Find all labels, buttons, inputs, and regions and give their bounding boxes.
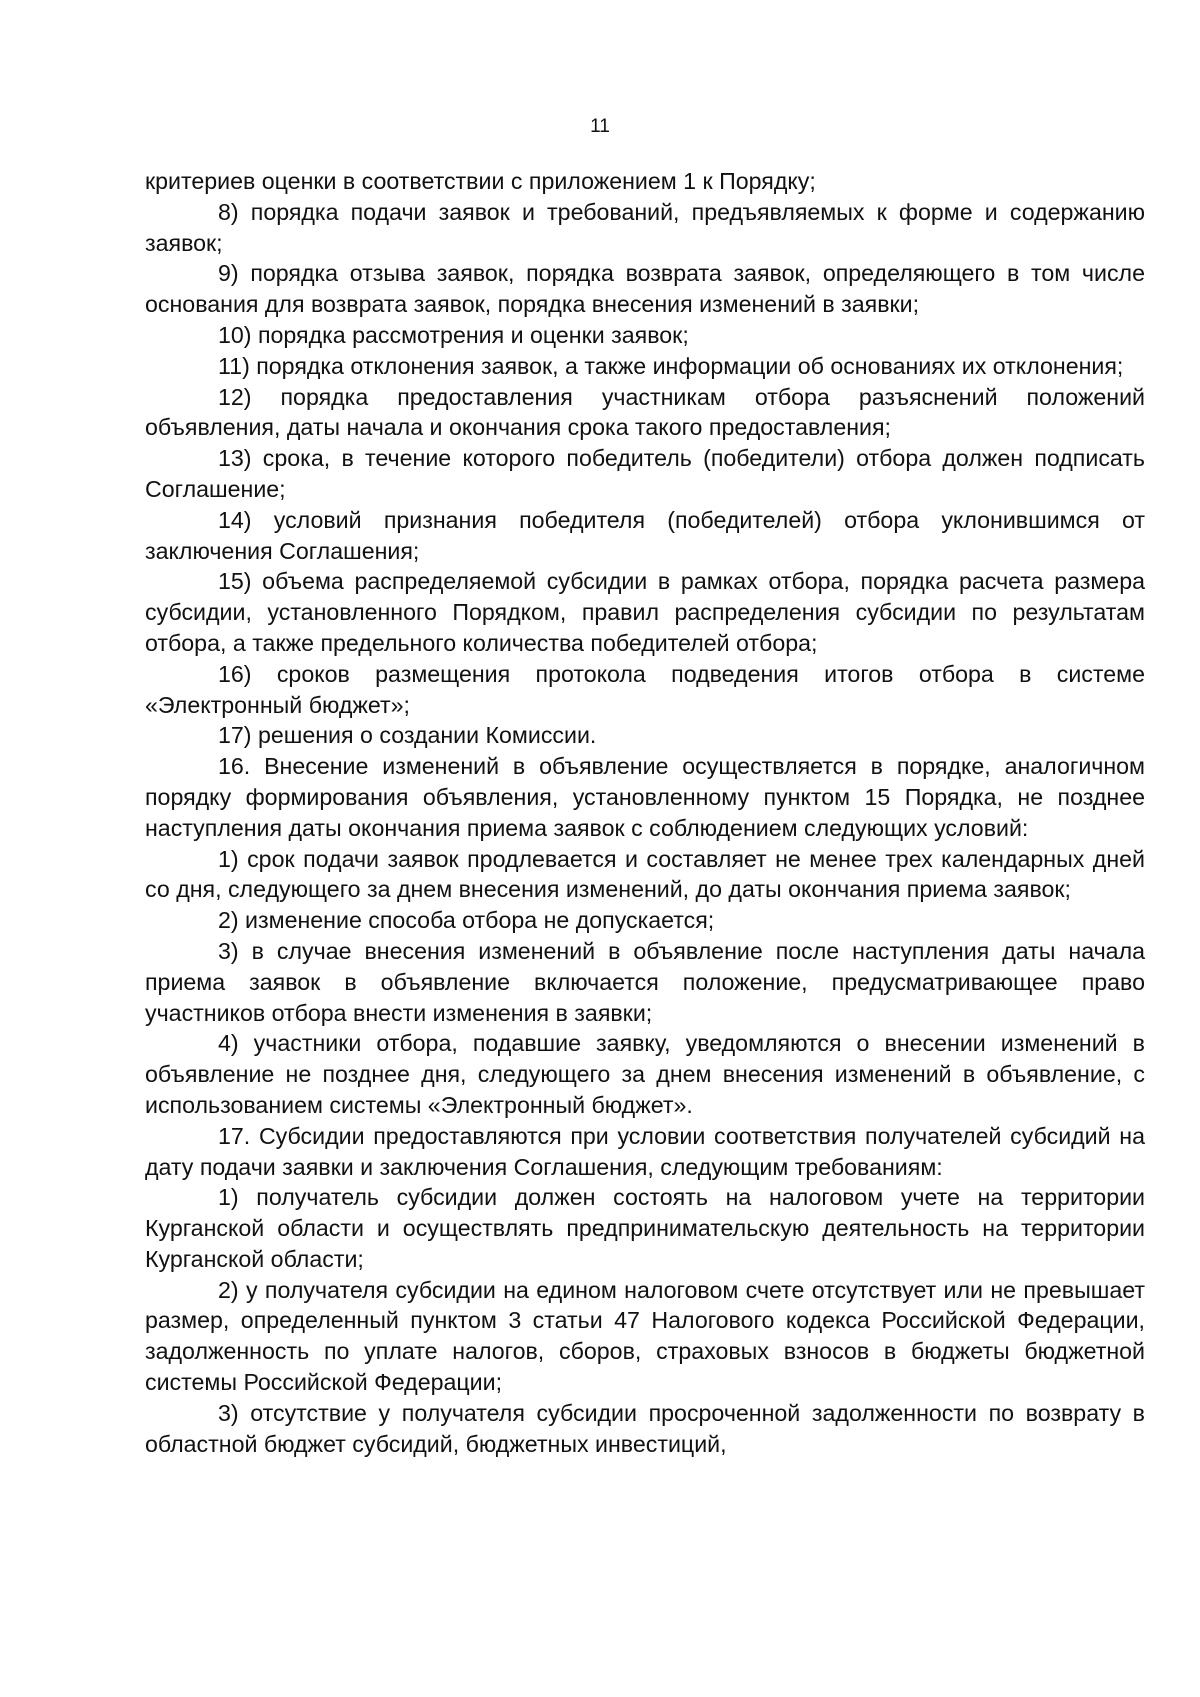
list-item-13: 13) срока, в течение которого победитель (победители) отбора должен подписать Соглашение; <box>145 445 1145 502</box>
list-item-11: 11) порядка отклонения заявок, а также информации об основаниях их отклонения; <box>218 352 1124 379</box>
section-17: 17. Субсидии предоставляются при условии соответствия получателей субсидий на дату подачи заявки и заключения Соглашения, следующим требованиям: <box>145 1122 1145 1180</box>
list-item-9: 9) порядка отзыва заявок, порядка возврата заявок, определяющего в том числе основания для возврата заявок, порядка внесения изменений в заявки; <box>145 260 1145 318</box>
condition-1: 1) срок подачи заявок продлевается и составляет не менее трех календарных дней со дня, следующего за днем внесения изменений, до даты окончания приема заявок; <box>145 845 1145 903</box>
list-item-12: 12) порядка предоставления участникам отбора разъяснений положений объявления, даты начала и окончания срока такого предоставления; <box>145 383 1145 441</box>
paragraph: критериев оценки в соответствии с приложением 1 к Порядку; <box>145 168 816 194</box>
list-item-10: 10) порядка рассмотрения и оценки заявок; <box>218 321 689 348</box>
list-item-15: 15) объема распределяемой субсидии в рамках отбора, порядка расчета размера субсидии, установленного Порядком, правил распределения субсидии по результатам отбора, а также предельного количества победителей отбора; <box>145 568 1145 656</box>
requirement-2: 2) у получателя субсидии на едином налоговом счете отсутствует или не превышает размер, определенный пунктом 3 статьи 47 Налогового кодекса Российской Федерации, задолженность по уплате налогов, сборов, страховых взносов в бюджеты бюджетной системы Российской Федерации; <box>145 1276 1145 1396</box>
requirement-1: 1) получатель субсидии должен состоять на налоговом учете на территории Курганской области и осуществлять предпринимательскую деятельность на территории Курганской области; <box>145 1184 1145 1272</box>
condition-4: 4) участники отбора, подавшие заявку, уведомляются о внесении изменений в объявление не позднее дня, следующего за днем внесения изменений в объявление, с использованием системы «Электронный бюджет». <box>145 1030 1145 1118</box>
requirement-3: 3) отсутствие у получателя субсидии просроченной задолженности по возврату в областной бюджет субсидий, бюджетных инвестиций, <box>145 1399 1145 1457</box>
list-item-14: 14) условий признания победителя (победителей) отбора уклонившимся от заключения Соглашения; <box>145 506 1145 564</box>
condition-2: 2) изменение способа отбора не допускается; <box>218 907 715 934</box>
section-16: 16. Внесение изменений в объявление осуществляется в порядке, аналогичном порядку формирования объявления, установленному пунктом 15 Порядка, не позднее наступления даты окончания приема заявок с соблюдением следующих условий: <box>145 753 1145 841</box>
condition-3: 3) в случае внесения изменений в объявление после наступления даты начала приема заявок в объявление включается положение, предусматривающее право участников отбора внести изменения в заявки; <box>145 937 1145 1026</box>
list-item-8: 8) порядка подачи заявок и требований, предъявляемых к форме и содержанию заявок; <box>145 198 1145 256</box>
document-body <box>145 166 1145 1459</box>
page-number: 11 <box>590 116 610 137</box>
list-item-16: 16) сроков размещения протокола подведения итогов отбора в системе «Электронный бюджет»; <box>145 660 1145 718</box>
list-item-17: 17) решения о создании Комиссии. <box>218 722 597 749</box>
